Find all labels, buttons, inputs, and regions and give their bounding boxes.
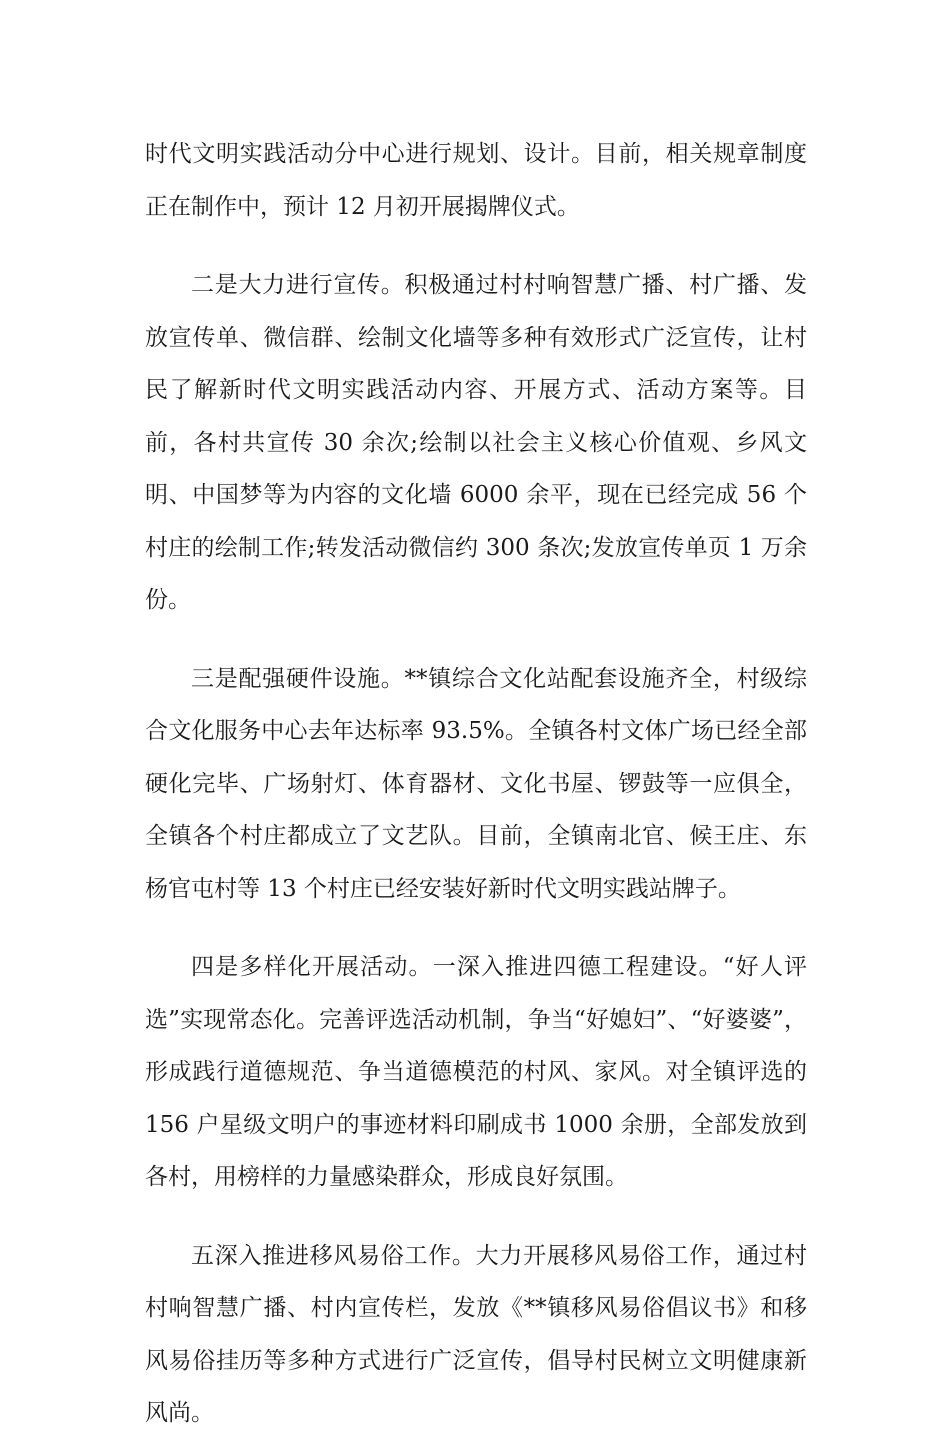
document-body bbox=[145, 128, 807, 1440]
paragraph-facilities: 三是配强硬件设施。**镇综合文化站配套设施齐全，村级综合文化服务中心去年达标率 93.5%。全镇各村文体广场已经全部硬化完毕、广场射灯、体育器材、文化书屋、锣鼓等一应俱全，全镇各个村庄都成立了文艺队。目前，全镇南北官、候王庄、东杨官屯村等 13 个村庄已经安装好新时代文明实践站牌子。 bbox=[145, 665, 807, 902]
paragraph-publicity: 二是大力进行宣传。积极通过村村响智慧广播、村广播、发放宣传单、微信群、绘制文化墙等多种有效形式广泛宣传，让村民了解新时代文明实践活动内容、开展方式、活动方案等。目前，各村共宣传 30 余次;绘制以社会主义核心价值观、乡风文明、中国梦等为内容的文化墙 6000 余平，现在已经完成 56 个村庄的绘制工作;转发活动微信约 300 条次;发放宣传单页 1 万余份。 bbox=[145, 272, 807, 613]
paragraph-activities: 四是多样化开展活动。一深入推进四德工程建设。“好人评选”实现常态化。完善评选活动机制，争当“好媳妇”、“好婆婆”，形成践行道德规范、争当道德模范的村风、家风。对全镇评选的 156 户星级文明户的事迹材料印刷成书 1000 余册，全部发放到各村，用榜样的力量感染群众，形成良好氛围。 bbox=[145, 954, 807, 1190]
paragraph-continuation: 时代文明实践活动分中心进行规划、设计。目前，相关规章制度正在制作中，预计 12 月初开展揭牌仪式。 bbox=[145, 141, 807, 220]
paragraph-customs-reform: 五深入推进移风易俗工作。大力开展移风易俗工作，通过村村响智慧广播、村内宣传栏，发放《**镇移风易俗倡议书》和移风易俗挂历等多种方式进行广泛宣传，倡导村民树立文明健康新风尚。 bbox=[145, 1242, 807, 1426]
